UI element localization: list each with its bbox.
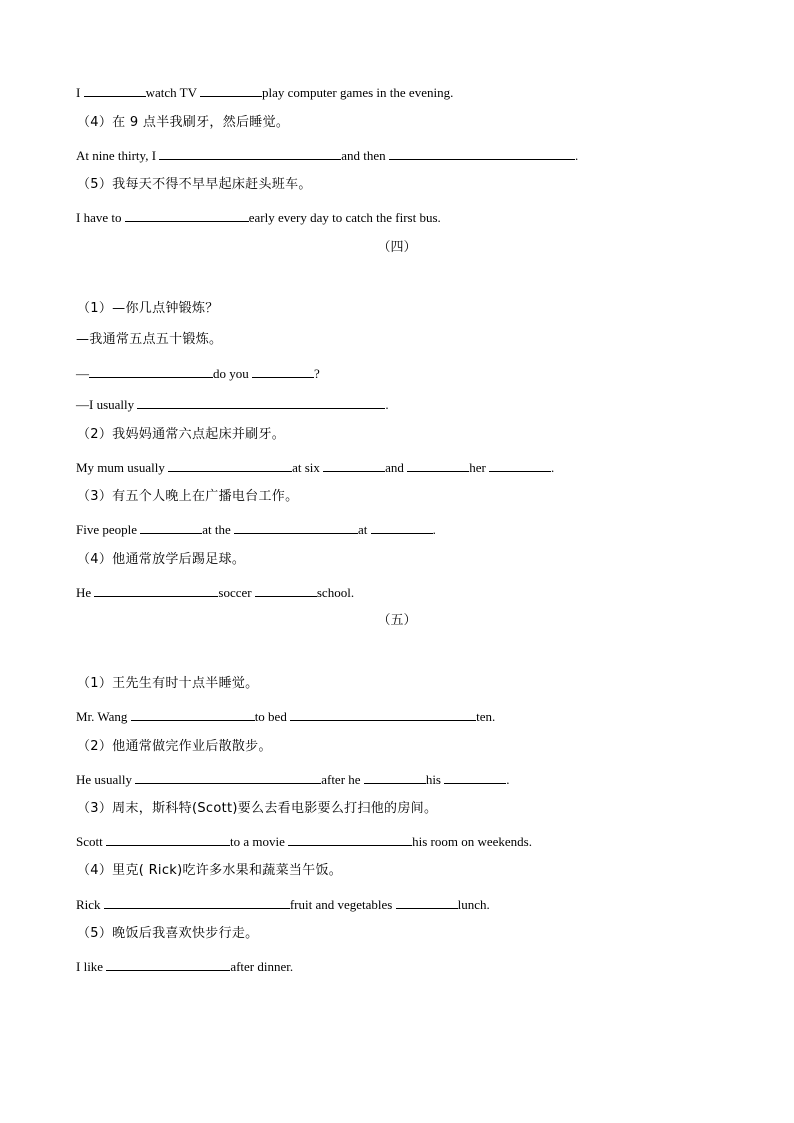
answer-blank[interactable] <box>135 770 321 784</box>
chinese-prompt: （5）晚饭后我喜欢快步行走。 <box>77 926 259 941</box>
answer-blank[interactable] <box>84 83 146 97</box>
answer-blank[interactable] <box>255 583 317 597</box>
chinese-prompt: （3）有五个人晚上在广播电台工作。 <box>77 489 299 504</box>
answer-blank[interactable] <box>89 364 213 378</box>
text: I like <box>76 959 107 974</box>
exercise-line <box>76 395 389 414</box>
text: play computer games in the evening. <box>262 85 454 100</box>
text: her <box>469 460 490 475</box>
answer-blank[interactable] <box>371 520 433 534</box>
answer-blank[interactable] <box>106 832 230 846</box>
text: Scott <box>76 834 106 849</box>
text: ten. <box>476 709 496 724</box>
answer-blank[interactable] <box>444 770 506 784</box>
answer-blank[interactable] <box>489 458 551 472</box>
exercise-line <box>76 83 453 102</box>
text: My mum usually <box>76 460 169 475</box>
text: and then <box>341 148 389 163</box>
text: lunch. <box>457 897 490 912</box>
text: — <box>76 366 89 381</box>
text: . <box>432 522 436 537</box>
answer-blank[interactable] <box>159 146 341 160</box>
text: . <box>574 148 579 163</box>
chinese-prompt: —我通常五点五十锻炼。 <box>76 332 223 347</box>
exercise-line <box>76 208 441 227</box>
chinese-prompt: （4）里克( Rick)吃许多水果和蔬菜当午饭。 <box>77 863 343 878</box>
text: after he <box>321 772 364 787</box>
answer-blank[interactable] <box>200 83 262 97</box>
exercise-line <box>76 832 532 851</box>
text: at <box>358 522 371 537</box>
text: early every day to catch the first bus. <box>248 210 441 225</box>
text: watch TV <box>145 85 200 100</box>
chinese-prompt: （1）—你几点钟锻炼？ <box>77 301 219 316</box>
text: . <box>385 397 389 412</box>
text: He <box>76 585 95 600</box>
exercise-line <box>76 707 495 726</box>
text: He usually <box>76 772 136 787</box>
text: and <box>385 460 408 475</box>
text: . <box>551 460 555 475</box>
answer-blank[interactable] <box>389 146 575 160</box>
exercise-line <box>76 957 293 976</box>
answer-blank[interactable] <box>131 707 255 721</box>
text: soccer <box>218 585 255 600</box>
text: to bed <box>254 709 291 724</box>
text: to a movie <box>229 834 289 849</box>
answer-blank[interactable] <box>290 707 476 721</box>
text: after dinner. <box>230 959 294 974</box>
answer-blank[interactable] <box>407 458 469 472</box>
answer-blank[interactable] <box>252 364 314 378</box>
text: at six <box>292 460 324 475</box>
section-heading: （五） <box>377 613 417 628</box>
answer-blank[interactable] <box>323 458 385 472</box>
text: —I usually <box>76 397 138 412</box>
text: his room on weekends. <box>412 834 532 849</box>
text: I <box>76 85 84 100</box>
text: Five people <box>76 522 141 537</box>
text: I have to <box>76 210 125 225</box>
answer-blank[interactable] <box>94 583 218 597</box>
answer-blank[interactable] <box>168 458 292 472</box>
answer-blank[interactable] <box>125 208 249 222</box>
chinese-prompt: （2）他通常做完作业后散散步。 <box>77 739 272 754</box>
exercise-line <box>76 895 490 914</box>
text: do you <box>213 366 252 381</box>
exercise-line <box>76 364 320 383</box>
exercise-line <box>76 520 436 539</box>
chinese-prompt: （4）他通常放学后踢足球。 <box>77 552 246 567</box>
text: fruit and vegetables <box>289 897 396 912</box>
section-heading: （四） <box>377 240 417 255</box>
text: Mr. Wang <box>76 709 131 724</box>
exercise-line <box>76 770 509 789</box>
answer-blank[interactable] <box>396 895 458 909</box>
exercise-line <box>76 458 554 477</box>
answer-blank[interactable] <box>140 520 202 534</box>
chinese-prompt: （4）在 9 点半我刷牙，然后睡觉。 <box>77 115 290 130</box>
text: at the <box>202 522 235 537</box>
answer-blank[interactable] <box>137 395 385 409</box>
text: school. <box>316 585 355 600</box>
answer-blank[interactable] <box>106 957 230 971</box>
chinese-prompt: （3）周末，斯科特(Scott)要么去看电影要么打扫他的房间。 <box>77 801 438 816</box>
answer-blank[interactable] <box>234 520 358 534</box>
text: At nine thirty, I <box>76 148 160 163</box>
text: his <box>425 772 445 787</box>
answer-blank[interactable] <box>104 895 290 909</box>
text: Rick <box>76 897 104 912</box>
answer-blank[interactable] <box>364 770 426 784</box>
exercise-line <box>76 146 578 165</box>
text: ? <box>314 366 320 381</box>
text: . <box>506 772 510 787</box>
chinese-prompt: （1）王先生有时十点半睡觉。 <box>77 676 259 691</box>
chinese-prompt: （2）我妈妈通常六点起床并刷牙。 <box>77 427 286 442</box>
chinese-prompt: （5）我每天不得不早早起床赶头班车。 <box>77 177 312 192</box>
exercise-line <box>76 583 354 602</box>
answer-blank[interactable] <box>288 832 412 846</box>
